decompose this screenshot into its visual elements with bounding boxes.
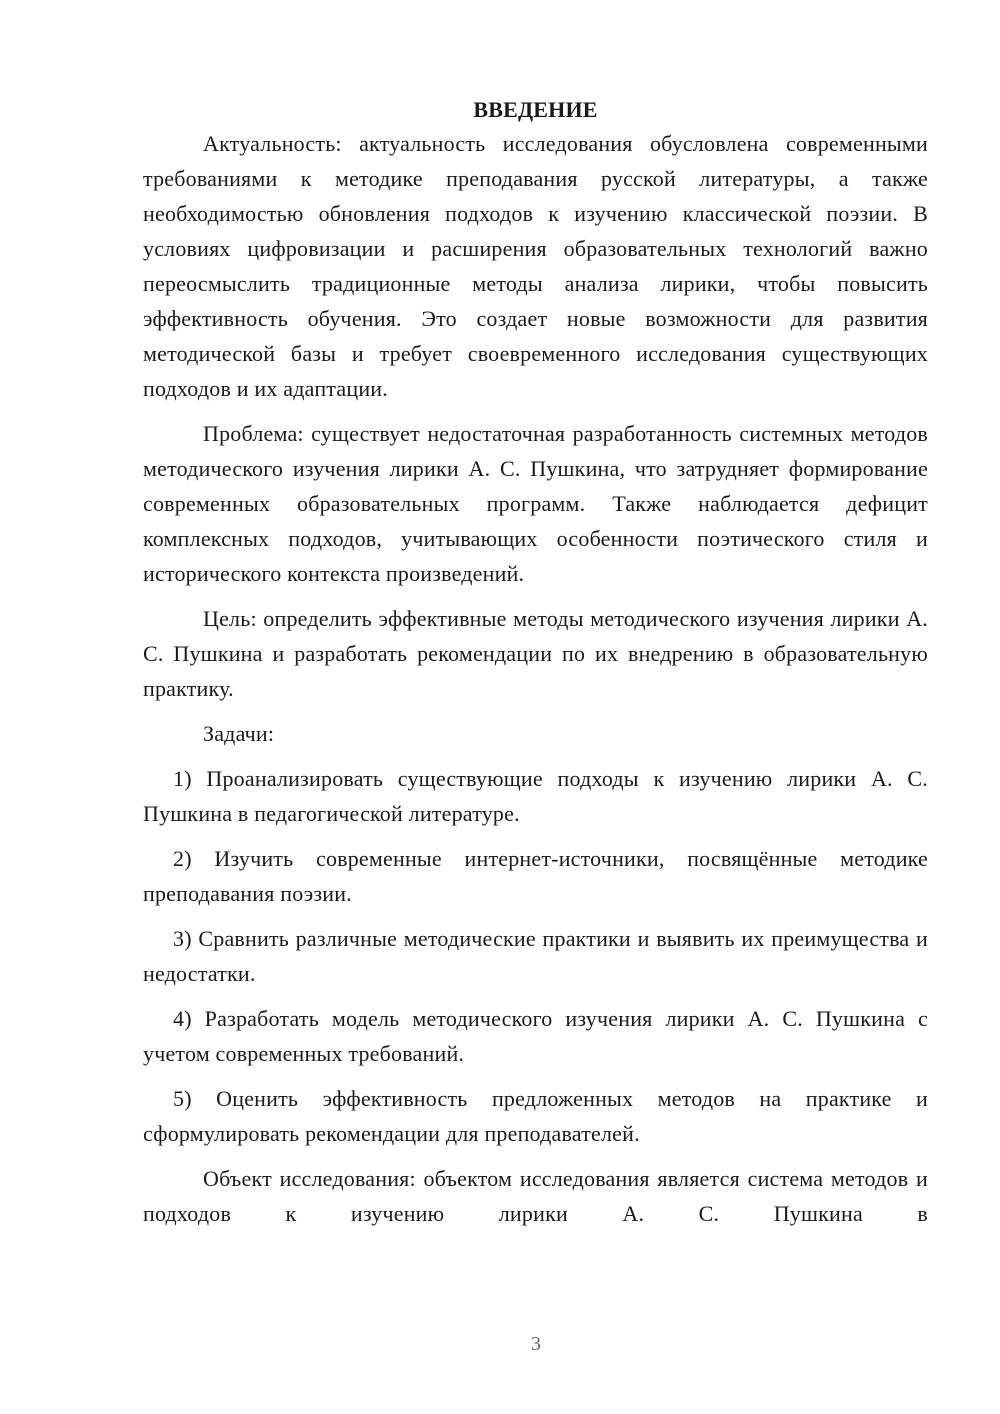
- tasks-list: [143, 761, 928, 1151]
- page-number: 3: [531, 1333, 541, 1355]
- list-item: 1) Проанализировать существующие подходы к изучению лирики А. С. Пушкина в педагогической литературе.: [143, 766, 928, 826]
- list-item: 4) Разработать модель методического изучения лирики А. С. Пушкина с учетом современных требований.: [143, 1006, 928, 1066]
- paragraph-goal: Цель: определить эффективные методы методического изучения лирики А. С. Пушкина и разработать рекомендации по их внедрению в образовательную практику.: [143, 606, 928, 701]
- tasks-label: Задачи:: [203, 721, 275, 746]
- paragraph-problem: Проблема: существует недостаточная разработанность системных методов методического изучения лирики А. С. Пушкина, что затрудняет формирование современных образовательных программ. Также наблюдается дефицит комплексных подходов, учитывающих особенности поэтического стиля и исторического контекста произведений.: [143, 421, 928, 586]
- document-page: [143, 92, 928, 1241]
- list-item: 5) Оценить эффективность предложенных методов на практике и сформулировать рекомендации для преподавателей.: [143, 1086, 928, 1146]
- paragraph-relevance: Актуальность: актуальность исследования обусловлена современными требованиями к методике преподавания русской литературы, а также необходимостью обновления подходов к изучению классической поэзии. В условиях цифровизации и расширения образовательных технологий важно переосмыслить традиционные методы анализа лирики, чтобы повысить эффективность обучения. Это создает новые возможности для развития методической базы и требует своевременного исследования существующих подходов и их адаптации.: [143, 131, 928, 401]
- list-item: 3) Сравнить различные методические практики и выявить их преимущества и недостатки.: [143, 926, 928, 986]
- list-item: 2) Изучить современные интернет-источники, посвящённые методике преподавания поэзии.: [143, 846, 928, 906]
- section-heading: ВВЕДЕНИЕ: [473, 97, 598, 122]
- paragraph-object: Объект исследования: объектом исследования является система методов и подходов к изучению лирики А. С. Пушкина в: [143, 1166, 928, 1226]
